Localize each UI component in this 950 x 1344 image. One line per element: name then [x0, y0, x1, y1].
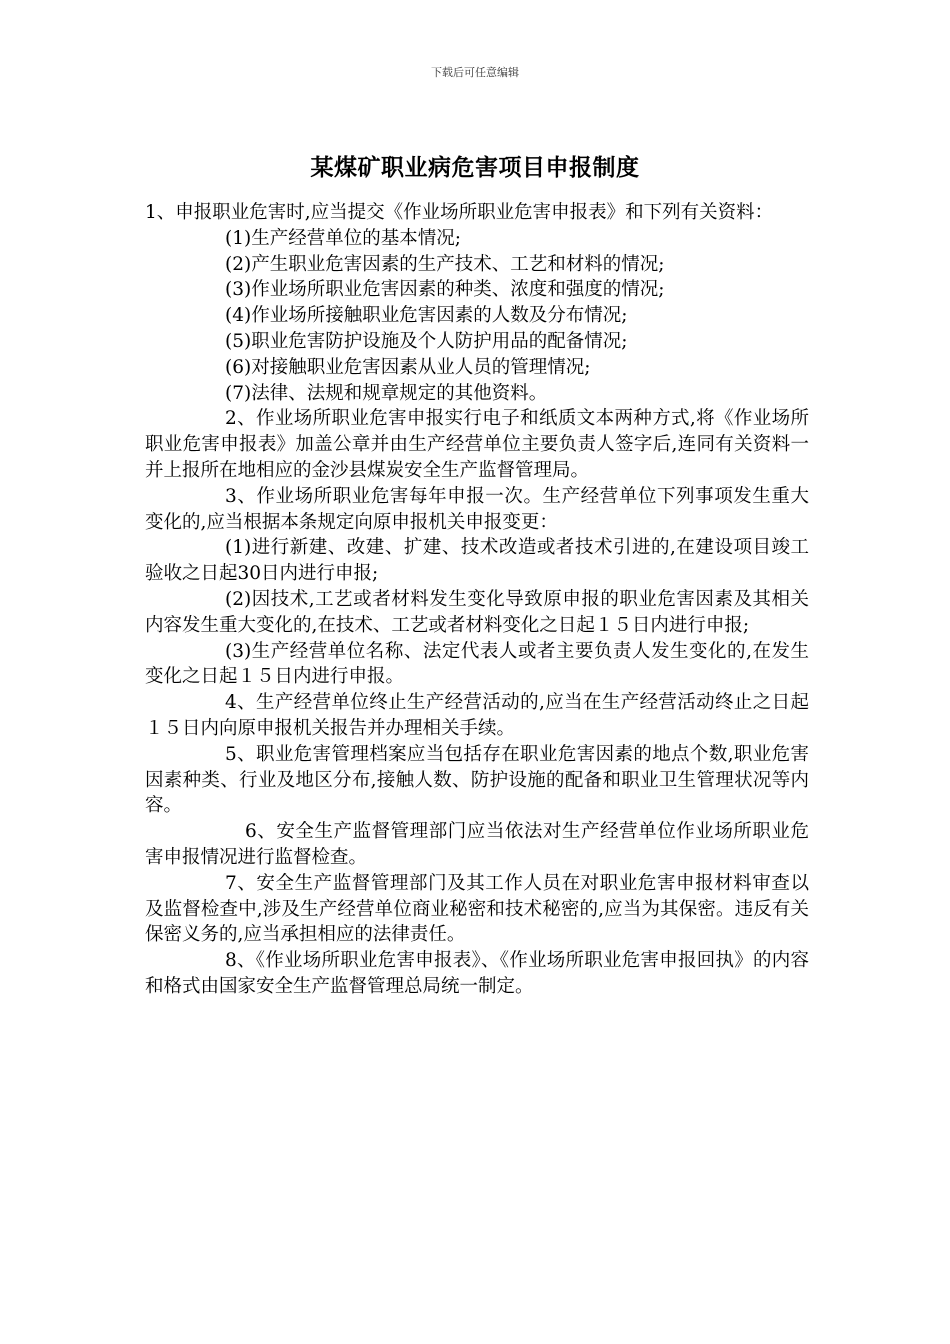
- list-item-1-7: (7)法律、法规和规章规定的其他资料。: [225, 382, 548, 404]
- page-header-note: 下载后可任意编辑: [431, 66, 519, 79]
- paragraph-5: 5、职业危害管理档案应当包括存在职业危害因素的地点个数,职业危害因素种类、行业及地区分布,接触人数、防护设施的配备和职业卫生管理状况等内容。: [145, 743, 809, 817]
- list-item-1-6: (6)对接触职业危害因素从业人员的管理情况;: [225, 356, 591, 378]
- paragraph-6: 6、安全生产监督管理部门应当依法对生产经营单位作业场所职业危害申报情况进行监督检查。: [145, 821, 809, 868]
- paragraph-7: 7、安全生产监督管理部门及其工作人员在对职业危害申报材料审查以及监督检查中,涉及生产经营单位商业秘密和技术秘密的,应当为其保密。违反有关保密义务的,应当承担相应的法律责任。: [145, 872, 809, 946]
- paragraph-4: 4、生产经营单位终止生产经营活动的,应当在生产经营活动终止之日起１５日内向原申报机关报告并办理相关手续。: [145, 692, 809, 739]
- list-item-1-2: (2)产生职业危害因素的生产技术、工艺和材料的情况;: [225, 253, 665, 275]
- list-item-1-1: (1)生产经营单位的基本情况;: [225, 227, 461, 249]
- list-item-1-5: (5)职业危害防护设施及个人防护用品的配备情况;: [225, 330, 628, 352]
- paragraph-1: 1、申报职业危害时,应当提交《作业场所职业危害申报表》和下列有关资料：: [145, 202, 774, 223]
- list-item-3-1: (1)进行新建、改建、扩建、技术改造或者技术引进的,在建设项目竣工验收之日起30日内进行申报;: [145, 537, 809, 585]
- list-item-3-3: (3)生产经营单位名称、法定代表人或者主要负责人发生变化的,在发生变化之日起１５日内进行申报。: [145, 640, 809, 688]
- paragraph-8: 8、《作业场所职业危害申报表》、《作业场所职业危害申报回执》的内容和格式由国家安全生产监督管理总局统一制定。: [145, 950, 809, 997]
- list-item-1-3: (3)作业场所职业危害因素的种类、浓度和强度的情况;: [225, 279, 665, 301]
- paragraph-2: 2、作业场所职业危害申报实行电子和纸质文本两种方式,将《作业场所职业危害申报表》加盖公章并由生产经营单位主要负责人签字后,连同有关资料一并上报所在地相应的金沙县煤炭安全生产监督管理局。: [145, 408, 809, 481]
- document-body: [145, 200, 809, 1000]
- paragraph-3: 3、作业场所职业危害每年申报一次。生产经营单位下列事项发生重大变化的,应当根据本条规定向原申报机关申报变更：: [145, 485, 809, 533]
- document-title: 某煤矿职业病危害项目申报制度: [310, 155, 640, 181]
- list-item-3-2: (2)因技术,工艺或者材料发生变化导致原申报的职业危害因素及其相关内容发生重大变化的,在技术、工艺或者材料变化之日起１５日内进行申报;: [145, 588, 809, 636]
- list-item-1-4: (4)作业场所接触职业危害因素的人数及分布情况;: [225, 305, 628, 327]
